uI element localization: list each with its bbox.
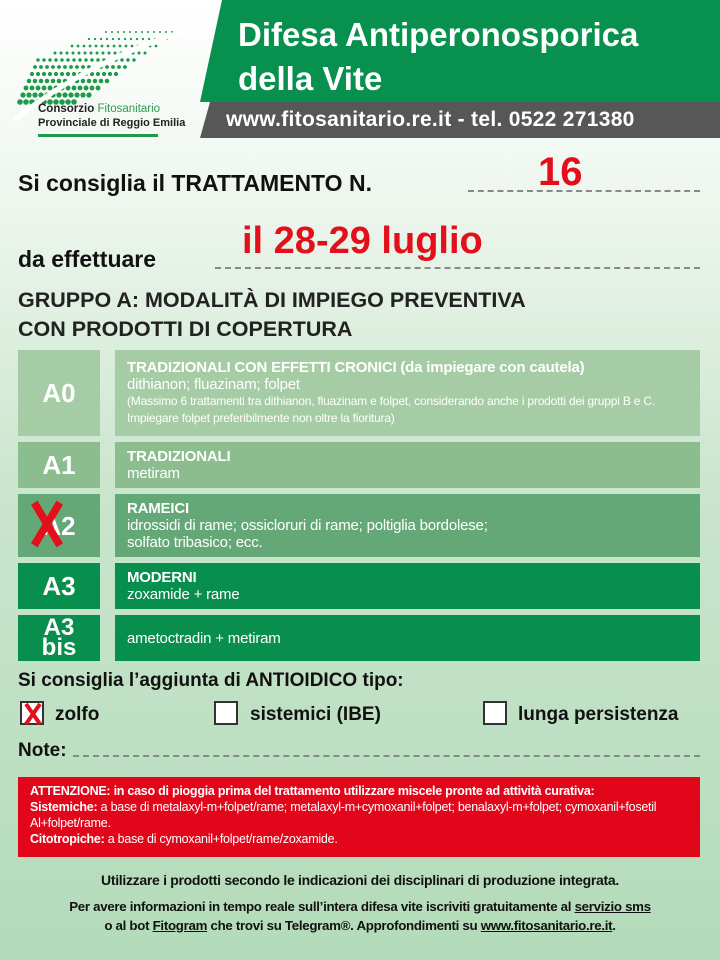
selected-x-mark-icon [30,497,64,551]
checkbox-zolfo[interactable] [20,701,44,725]
row-products-2: solfato tribasico; ecc. [127,534,263,551]
group-title-2: CON PRODOTTI DI COPERTURA [18,317,353,341]
sistemiche-text: a base di metalaxyl-m+folpet/rame; metalaxyl-m+cymoxanil+folpet; benalaxyl-m+folpet; cymoxanil+fosetil Al+folpet/rame. [30,800,657,830]
row-products: metiram [127,465,180,482]
treatment-number: 16 [538,150,583,194]
footer-text: o al bot [104,918,153,933]
citotropiche-text: a base di cymoxanil+folpet/rame/zoxamide. [104,832,338,846]
website-link[interactable]: www.fitosanitario.re.it [480,918,613,933]
warning-heading: ATTENZIONE: in caso di pioggia prima del trattamento utilizzare miscele pronte ad attività curativa: [30,784,595,798]
group-row-a3bis [18,615,700,661]
sistemiche-label: Sistemiche: [30,800,98,814]
group-row-a3 [18,563,700,609]
option-label: lunga persistenza [518,704,679,725]
divider [215,267,700,269]
row-products: dithianon; fluazinam; folpet [127,376,300,393]
row-products: ametoctradin + metiram [127,629,281,647]
footer-text: Per avere informazioni in tempo reale sull’intera difesa vite iscriviti gratuitamente al [69,899,575,914]
checkbox-sistemici[interactable] [214,701,238,725]
row-products: zoxamide + rame [127,586,240,603]
antioidico-label: Si consiglia l’aggiunta di ANTIOIDICO tipo: [18,670,404,691]
group-row-a1 [18,442,700,488]
x-mark-icon [23,701,43,727]
footer-info [0,897,720,935]
row-code: A3 bis [18,615,100,661]
notes-line [73,755,700,757]
row-code: A2 [42,510,76,541]
row-code: A0 [18,350,100,436]
date-label: da effettuare [18,246,157,272]
row-code: A3 [18,563,100,609]
page-title: Difesa Antiperonosporica [238,16,639,53]
row-title: MODERNI [127,569,197,586]
row-code: A1 [18,442,100,488]
footer-text: . [612,918,616,933]
contact-info: www.fitosanitario.re.it - tel. 0522 271380 [226,108,635,131]
row-title: TRADIZIONALI [127,448,231,465]
page-title-2: della Vite [238,60,383,97]
treatment-date: il 28-29 luglio [242,220,483,262]
group-title: GRUPPO A: MODALITÀ DI IMPIEGO PREVENTIVA [18,288,526,312]
footer-note: Utilizzare i prodotti secondo le indicazioni dei disciplinari di produzione integrata. [101,872,619,888]
group-row-a0 [18,350,700,436]
row-products: idrossidi di rame; ossicloruri di rame; poltiglia bordolese; [127,517,488,534]
option-label: sistemici (IBE) [250,704,381,725]
warning-box [18,777,700,857]
row-title: TRADIZIONALI CON EFFETTI CRONICI (da impiegare con cautela) [127,359,585,376]
antioidico-options [18,697,700,733]
logo-text-1: Consorzio Fitosanitario [38,103,161,115]
row-title: RAMEICI [127,500,189,517]
treatment-label: Si consiglia il TRATTAMENTO N. [18,170,372,196]
option-label: zolfo [55,704,100,725]
divider [468,190,700,192]
notes-label: Note: [18,740,67,761]
logo-text-2: Provinciale di Reggio Emilia [38,117,186,129]
footer-text: che trovi su Telegram®. Approfondimenti su [207,918,481,933]
group-row-a2 [18,494,700,557]
checkbox-lunga-persistenza[interactable] [483,701,507,725]
sms-link[interactable]: servizio sms [574,899,651,914]
fitogram-link[interactable]: Fitogram [152,918,208,933]
citotropiche-label: Citotropiche: [30,832,105,846]
row-note: (Massimo 6 trattamenti tra dithianon, fluazinam e folpet, considerando anche i prodotti dei gruppi B e C. Impiegare folpet preferibilmente non oltre la fioritura) [127,394,655,425]
